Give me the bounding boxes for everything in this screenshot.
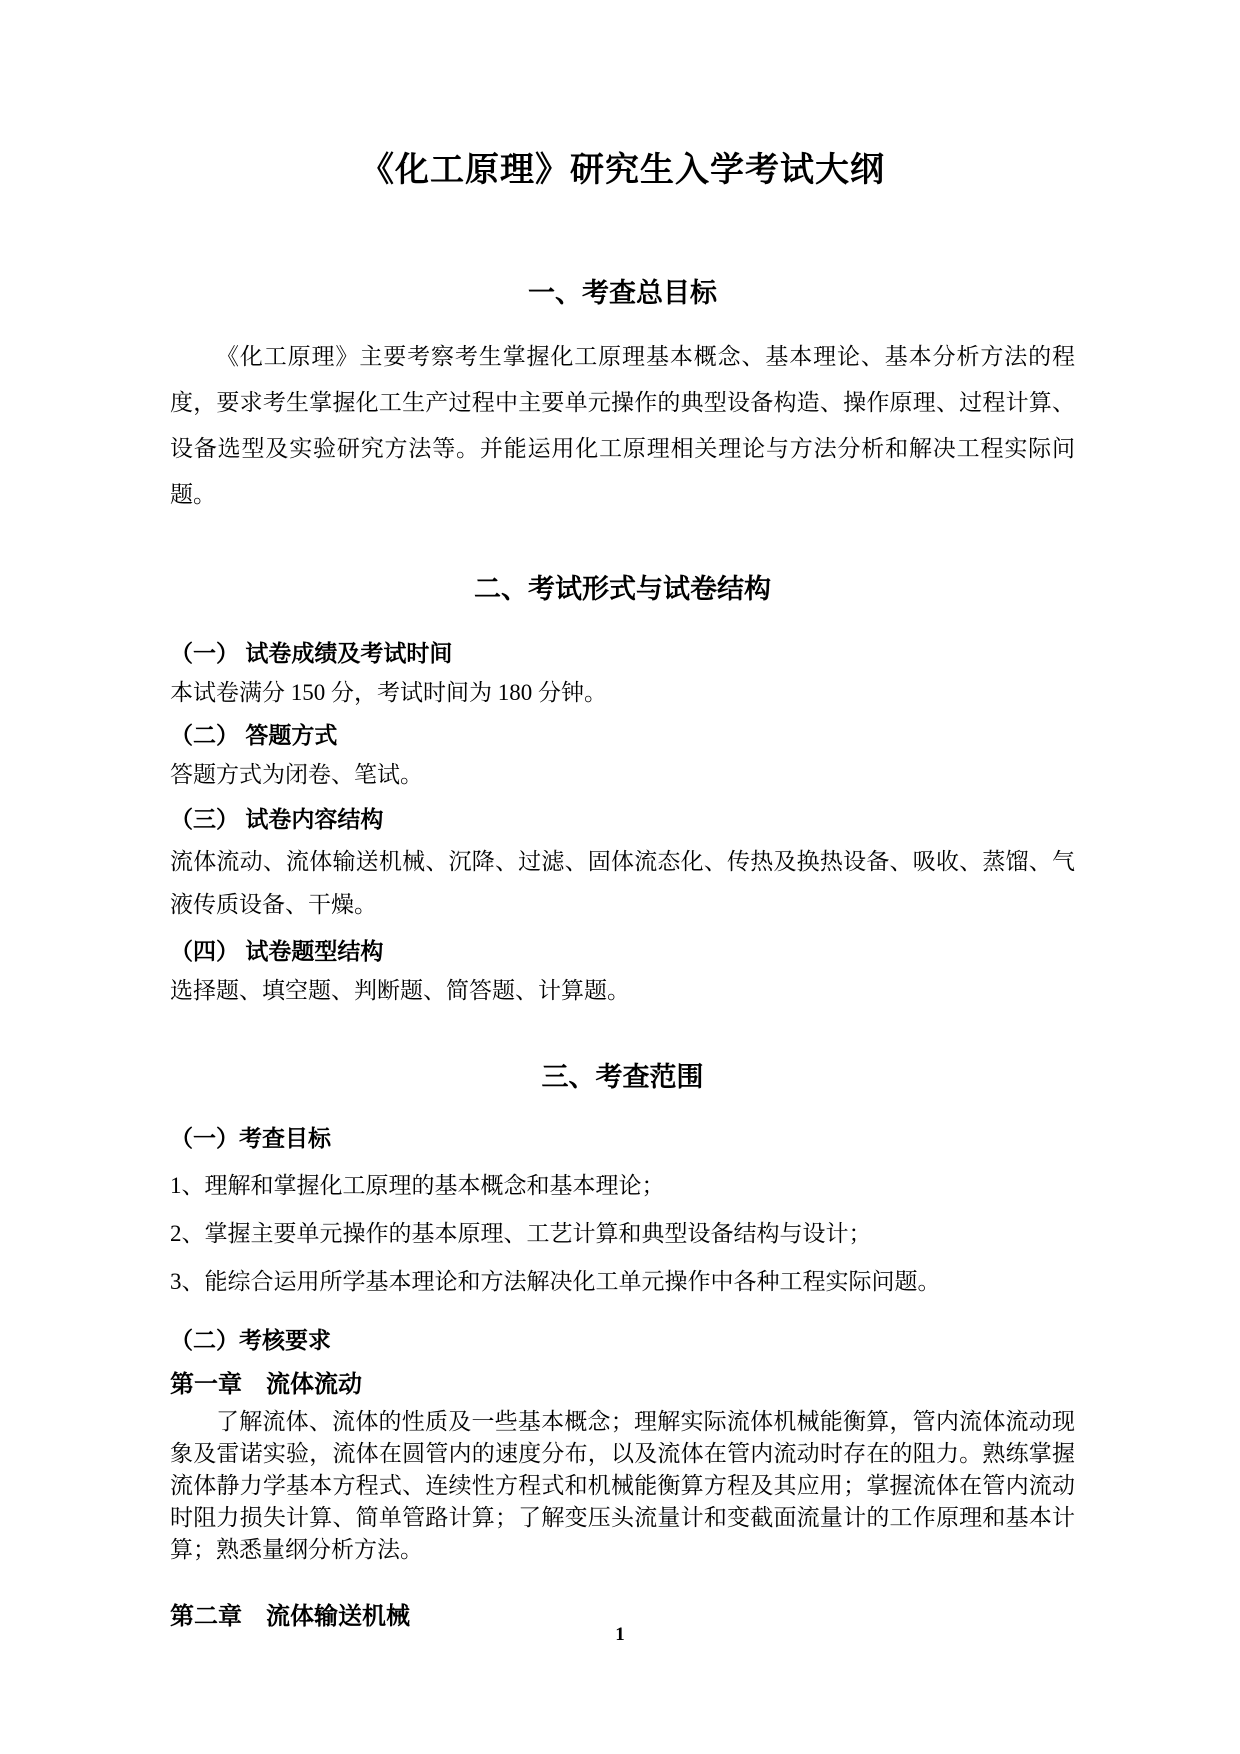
chapter-title-fluid-flow: 第一章 流体流动	[170, 1371, 362, 1398]
subsection-body-score-time: 本试卷满分 150 分，考试时间为 180 分钟。	[170, 680, 607, 705]
subsection-body-answer-mode: 答题方式为闭卷、笔试。	[170, 762, 423, 787]
goal-item-1: 1、理解和掌握化工原理的基本概念和基本理论；	[170, 1173, 665, 1198]
subsection-label-answer-mode: （二） 答题方式	[170, 722, 338, 748]
subsection-label-assessment-requirements: （二）考核要求	[170, 1327, 331, 1353]
subsection-body-question-types: 选择题、填空题、判断题、简答题、计算题。	[170, 978, 630, 1003]
subsection-body-content-structure: 流体流动、流体输送机械、沉降、过滤、固体流态化、传热及换热设备、吸收、蒸馏、气液传质设备、干燥。	[170, 849, 1075, 917]
goal-item-3: 3、能综合运用所学基本理论和方法解决化工单元操作中各种工程实际问题。	[170, 1269, 941, 1294]
section-heading-exam-goal: 一、考查总目标	[528, 278, 717, 308]
subsection-label-assessment-goals: （一）考查目标	[170, 1125, 331, 1151]
subsection-label-score-time: （一） 试卷成绩及考试时间	[170, 640, 453, 666]
goal-item-2: 2、掌握主要单元操作的基本原理、工艺计算和典型设备结构与设计；	[170, 1221, 872, 1246]
section-heading-exam-format: 二、考试形式与试卷结构	[474, 574, 771, 604]
document-title: 《化工原理》研究生入学考试大纲	[360, 151, 885, 189]
section-heading-exam-scope: 三、考查范围	[541, 1062, 704, 1092]
chapter-body-fluid-flow: 了解流体、流体的性质及一些基本概念；理解实际流体机械能衡算，管内流体流动现象及雷诺实验，流体在圆管内的速度分布，以及流体在管内流动时存在的阻力。熟练掌握流体静力学基本方程式、连续性方程式和机械能衡算方程及其应用；掌握流体在管内流动时阻力损失计算、简单管路计算；了解变压头流量计和变截面流量计的工作原理和基本计算；熟悉量纲分析方法。	[170, 1409, 1075, 1562]
subsection-label-question-types: （四） 试卷题型结构	[170, 938, 384, 964]
page-number: 1	[615, 1624, 625, 1645]
section-exam-goal-paragraph: 《化工原理》主要考察考生掌握化工原理基本概念、基本理论、基本分析方法的程度，要求考生掌握化工生产过程中主要单元操作的典型设备构造、操作原理、过程计算、设备选型及实验研究方法等。并能运用化工原理相关理论与方法分析和解决工程实际问题。	[170, 344, 1075, 507]
chapter-title-fluid-transport-machinery: 第二章 流体输送机械	[170, 1603, 410, 1630]
document-content	[0, 150, 1240, 1632]
subsection-label-content-structure: （三） 试卷内容结构	[170, 806, 384, 832]
